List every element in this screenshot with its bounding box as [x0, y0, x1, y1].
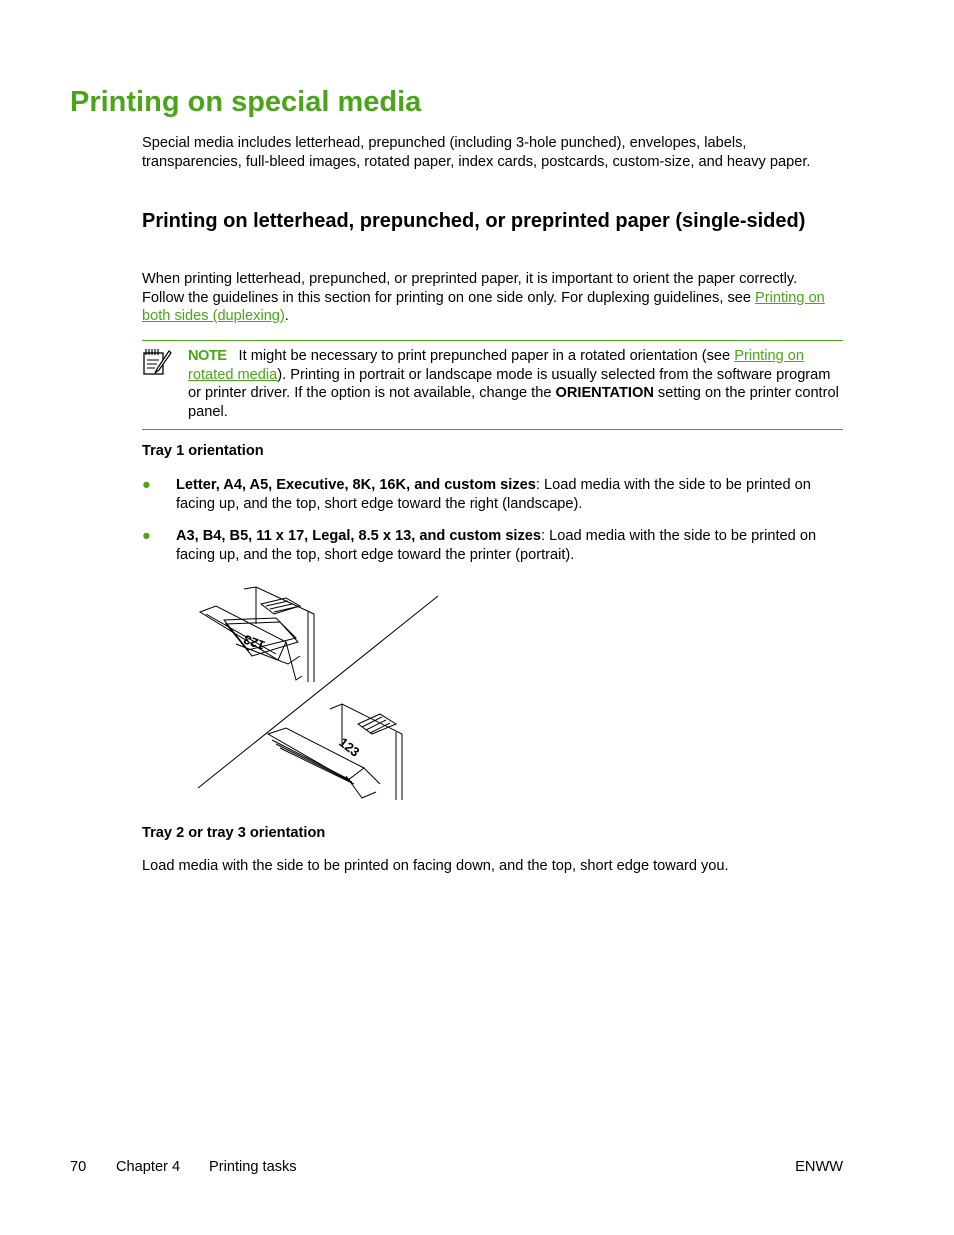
section-heading: Printing on letterhead, prepunched, or preprinted paper (single-sided) — [142, 210, 806, 232]
tray1-orientation-illustration — [196, 584, 440, 802]
note-text-b: ). Printing in portrait or landscape mode is usually selected from the software program or printer driver. If the option is not available, change the — [188, 366, 831, 401]
bullet-bold: A3, B4, B5, 11 x 17, Legal, 8.5 x 13, and custom sizes — [176, 528, 542, 544]
section-paragraph — [142, 270, 842, 326]
duplexing-link[interactable]: Printing on both sides (duplexing) — [142, 289, 825, 324]
note-box — [142, 340, 843, 430]
section-text: When printing letterhead, prepunched, or preprinted paper, it is important to orient the paper correctly. Follow the guidelines in this section for printing on one side only. For duplexing guidelines, see — [142, 271, 798, 306]
bullet-body: : Load media with the side to be printed on facing up, and the top, short edge toward the right (landscape). — [176, 477, 811, 512]
page-title: Printing on special media — [70, 86, 422, 118]
bullet-text — [176, 527, 840, 564]
note-text-a: It might be necessary to print prepunched paper in a rotated orientation (see — [238, 348, 735, 364]
bullet-dot: ● — [142, 477, 151, 493]
footer-enww: ENWW — [795, 1159, 843, 1175]
printer-portrait — [268, 704, 402, 800]
tray23-paragraph: Load media with the side to be printed on facing down, and the top, short edge toward you. — [142, 858, 729, 874]
note-text — [188, 347, 843, 421]
bullet-text — [176, 476, 840, 513]
label-123-top: 123 — [241, 631, 268, 654]
tray23-heading: Tray 2 or tray 3 orientation — [142, 825, 326, 841]
printer-landscape — [200, 587, 314, 682]
note-label: NOTE — [188, 348, 227, 364]
bullet-bold: Letter, A4, A5, Executive, 8K, 16K, and custom sizes — [176, 477, 536, 493]
footer-chapter: Chapter 4 — [116, 1159, 181, 1175]
orientation-setting: ORIENTATION — [555, 385, 654, 401]
footer-page-number: 70 — [70, 1159, 87, 1175]
rotated-media-link[interactable]: Printing on rotated media — [188, 348, 805, 383]
section-text-end: . — [284, 308, 289, 324]
bullet-dot: ● — [142, 528, 151, 544]
bullet-body: : Load media with the side to be printed on facing up, and the top, short edge toward the printer (portrait). — [176, 528, 817, 563]
note-pencil-icon — [142, 346, 172, 376]
footer-chapter-title: Printing tasks — [209, 1159, 297, 1175]
label-123-bottom: 123 — [336, 734, 363, 760]
intro-paragraph: Special media includes letterhead, prepunched (including 3-hole punched), envelopes, labels, transparencies, full-bleed images, rotated paper, index cards, postcards, custom-size, and heavy paper. — [142, 135, 811, 170]
tray1-heading: Tray 1 orientation — [142, 443, 264, 459]
note-text-c: setting on the printer control panel. — [188, 385, 839, 420]
